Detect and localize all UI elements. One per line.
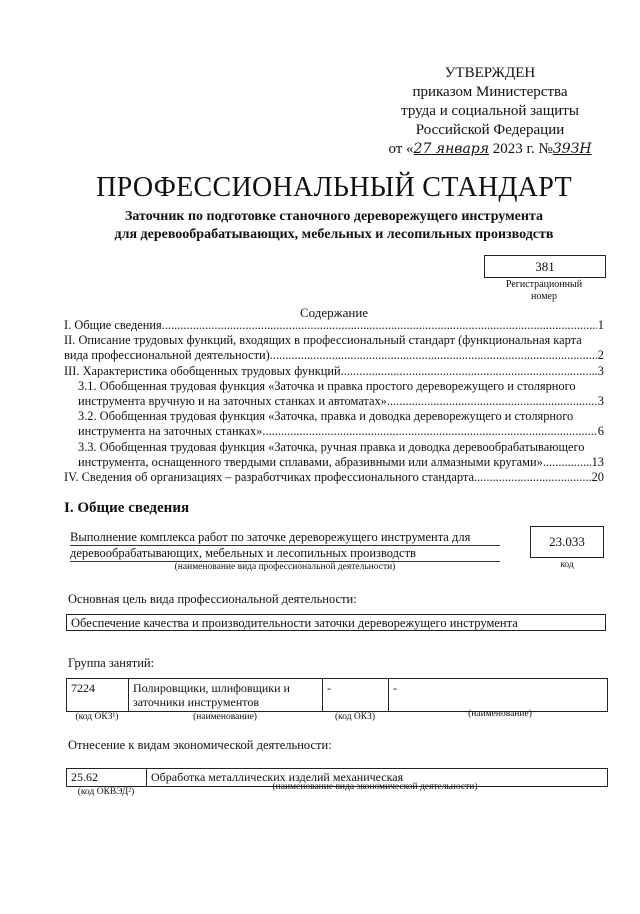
caption-okz-code-2: (код ОКЗ)	[334, 712, 376, 722]
group-table	[66, 678, 608, 712]
toc-item-text: инструмента на заточных станках»	[78, 424, 263, 439]
group-label: Группа занятий:	[68, 656, 155, 670]
approval-block	[360, 64, 620, 159]
caption-okz-code: (код ОКЗ¹)	[75, 712, 119, 722]
okved-code: 25.62	[67, 769, 147, 786]
okz-name-2: -	[393, 681, 397, 695]
toc-item-text: III. Характеристика обобщенных трудовых функций	[64, 363, 341, 378]
toc-item[interactable]	[64, 409, 604, 439]
document-title: ПРОФЕССИОНАЛЬНЫЙ СТАНДАРТ	[96, 172, 572, 203]
activity-name	[70, 530, 500, 562]
toc-item-page: 20	[591, 470, 604, 485]
okz-code: 7224	[67, 679, 129, 711]
toc-item[interactable]	[64, 364, 604, 379]
caption-okved-code: (код ОКВЭД²)	[77, 787, 135, 797]
table-of-contents	[64, 318, 604, 485]
year-text: 2023 г. №	[492, 141, 553, 157]
toc-item[interactable]	[64, 318, 604, 333]
toc-item-page: 2	[597, 348, 604, 363]
toc-item-page: 3	[597, 394, 604, 409]
handwritten-date: 27 января	[413, 141, 490, 157]
caption-name-2: (наименование)	[468, 709, 532, 719]
toc-item-text: инструмента, оснащенного твердыми сплавами, абразивными или алмазными кругами»	[78, 454, 543, 469]
toc-item[interactable]	[64, 379, 604, 409]
okved-name: Обработка металлических изделий механическая	[151, 770, 404, 784]
toc-item-page: 3	[597, 363, 604, 378]
handwritten-number: 39ЗН	[552, 141, 592, 157]
approval-date-line	[360, 140, 620, 159]
toc-item-text: 3.3. Обобщенная трудовая функция «Заточка, ручная правка и доводка деревообрабатывающего	[78, 439, 585, 454]
activity-line: Выполнение комплекса работ по заточке дереворежущего инструмента для	[70, 530, 500, 546]
toc-item-text: 3.2. Обобщенная трудовая функция «Заточка, правка и доводка дереворежущего и столярного	[78, 409, 574, 424]
code-caption: код	[560, 560, 574, 570]
econ-label: Отнесение к видам экономической деятельности:	[68, 738, 332, 752]
toc-item-text: I. Общие сведения	[64, 318, 162, 332]
approval-line: УТВЕРЖДЕН	[444, 65, 536, 81]
section-heading: I. Общие сведения	[64, 500, 190, 516]
toc-item-page: 13	[591, 454, 604, 469]
registration-label-line: Регистрационный	[505, 279, 583, 290]
registration-label-line: номер	[531, 291, 557, 302]
toc-item-text: 3.1. Обобщенная трудовая функция «Заточка и правка простого дереворежущего и столярного	[78, 378, 576, 393]
registration-number: 381	[484, 255, 606, 278]
toc-item-text: инструмента вручную и на заточных станках и автоматах»	[78, 394, 387, 409]
okz-code-2: -	[323, 679, 389, 711]
approval-line: приказом Министерства	[412, 84, 568, 100]
goal-text: Обеспечение качества и производительности заточки дереворежущего инструмента	[66, 614, 606, 631]
date-prefix: от «	[388, 141, 414, 157]
toc-item[interactable]	[64, 470, 604, 485]
toc-item-page: 1	[597, 318, 604, 332]
okz-name-line: Полировщики, шлифовщики и	[133, 681, 290, 695]
subtitle-line: Заточник по подготовке станочного дереворежущего инструмента	[125, 209, 543, 224]
toc-item[interactable]	[64, 440, 604, 470]
toc-item[interactable]	[64, 333, 604, 363]
activity-line: деревообрабатывающих, мебельных и лесопильных производств	[70, 546, 500, 562]
toc-item-page: 6	[597, 424, 604, 439]
toc-title: Содержание	[299, 305, 369, 320]
document-subtitle	[0, 208, 640, 244]
caption-okved-name: (наименование вида экономической деятельности)	[272, 782, 478, 792]
activity-caption: (наименование вида профессиональной деятельности)	[174, 562, 396, 572]
toc-item-text: IV. Сведения об организациях – разработчиках профессионального стандарта	[64, 470, 474, 485]
registration-label	[484, 279, 604, 303]
approval-line: труда и социальной защиты	[401, 103, 579, 119]
okz-name-line: заточники инструментов	[133, 695, 259, 709]
goal-label: Основная цель вида профессиональной деятельности:	[68, 592, 357, 606]
subtitle-line: для деревообрабатывающих, мебельных и лесопильных производств	[114, 227, 554, 242]
toc-item-text: вида профессиональной деятельности)	[64, 348, 270, 363]
okz-name	[129, 679, 323, 711]
approval-line: Российской Федерации	[415, 122, 565, 138]
toc-item-text: II. Описание трудовых функций, входящих в профессиональный стандарт (функциональная карта	[64, 333, 582, 348]
caption-name: (наименование)	[193, 712, 257, 722]
activity-code: 23.033	[530, 526, 604, 558]
